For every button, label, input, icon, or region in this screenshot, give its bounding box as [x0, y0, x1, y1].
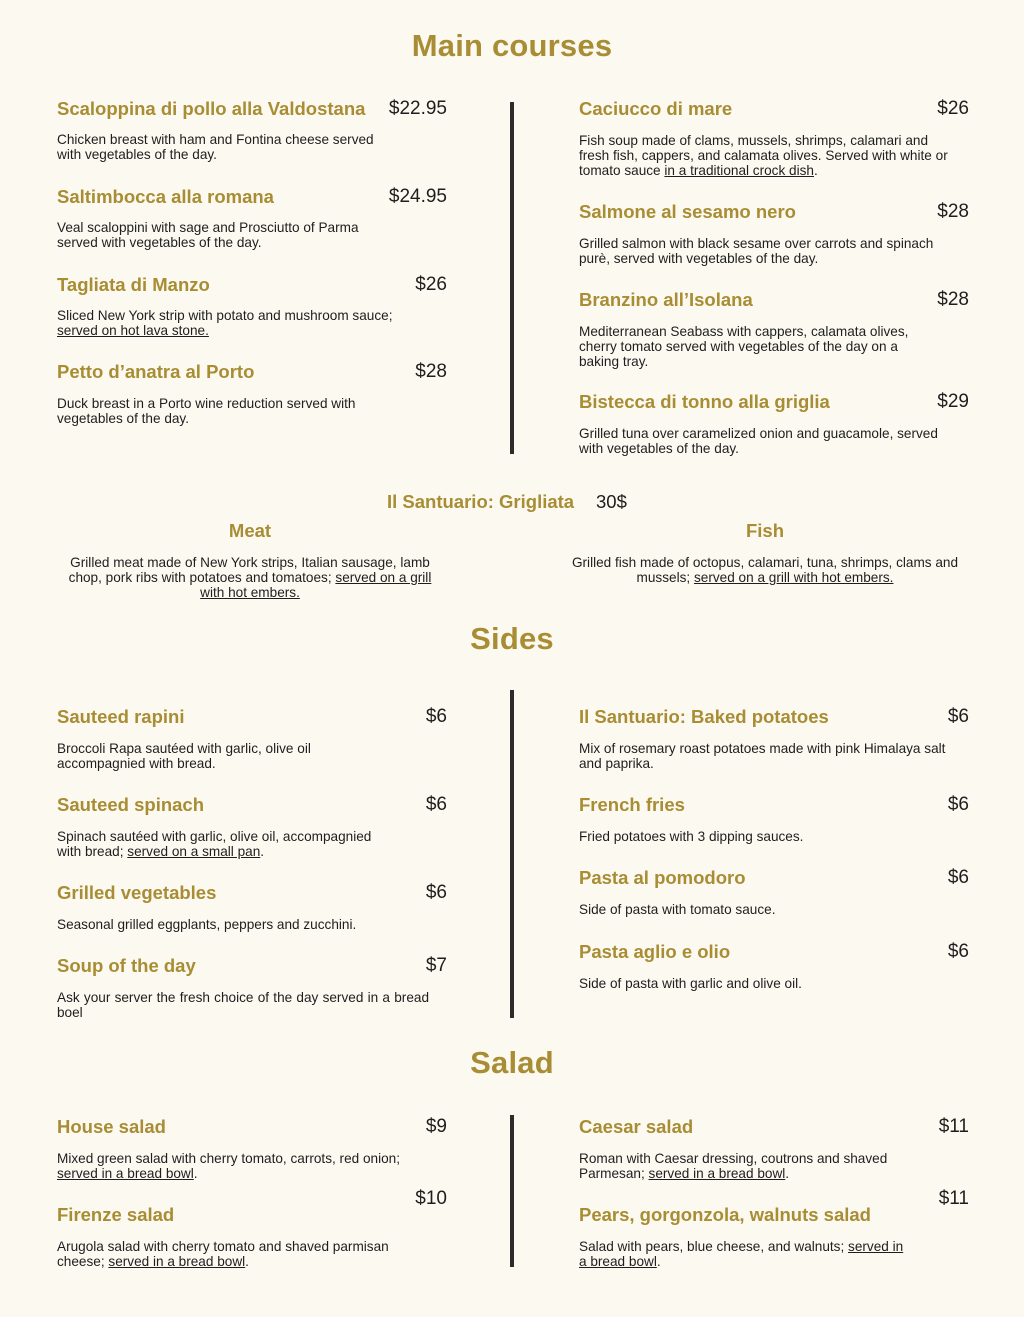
item-description: Mixed green salad with cherry tomato, carrots, red onion; served in a bread bowl.: [57, 1151, 401, 1181]
grigliata-name: Il Santuario: Grigliata: [387, 491, 575, 512]
item-description: Mix of rosemary roast potatoes made with pink Himalaya salt and paprika.: [579, 741, 946, 771]
item-name: Sauteed spinach: [57, 794, 205, 815]
grigliata-fish: [565, 520, 965, 585]
section-title-main-courses: Main courses: [411, 28, 613, 63]
grigliata-meat: [50, 520, 450, 600]
item-name: Il Santuario: Baked potatoes: [579, 706, 829, 727]
item-description: Ask your server the fresh choice of the day served in a bread boel: [57, 990, 429, 1020]
column-divider: [510, 1115, 514, 1267]
item-description: Salad with pears, blue cheese, and walnuts; served in a bread bowl.: [579, 1239, 904, 1269]
item-description: Arugola salad with cherry tomato and shaved parmisan cheese; served in a bread bowl.: [57, 1239, 389, 1269]
grigliata-header: [0, 491, 1024, 515]
item-name: Saltimbocca alla romana: [57, 186, 274, 207]
item-description: Sliced New York strip with potato and mushroom sauce; served on hot lava stone.: [57, 308, 393, 338]
grigliata-fish-title: Fish: [745, 520, 785, 541]
item-name: Salmone al sesamo nero: [579, 201, 796, 222]
item-description: Seasonal grilled eggplants, peppers and zucchini.: [57, 917, 357, 932]
item-name: House salad: [57, 1116, 166, 1137]
item-price: $24.95: [388, 186, 447, 207]
item-name: Pears, gorgonzola, walnuts salad: [579, 1204, 871, 1225]
item-description: Veal scaloppini with sage and Prosciutto of Parma served with vegetables of the day.: [57, 220, 359, 250]
item-price: $6: [425, 882, 447, 903]
item-name: Grilled vegetables: [57, 882, 217, 903]
item-name: Caciucco di mare: [579, 98, 733, 119]
item-price: $6: [425, 794, 447, 815]
item-description: Roman with Caesar dressing, coutrons and shaved Parmesan; served in a bread bowl.: [579, 1151, 888, 1181]
item-name: Caesar salad: [579, 1116, 694, 1137]
grigliata-price: 30$: [596, 491, 627, 512]
item-price: $9: [425, 1116, 447, 1137]
column-divider: [510, 102, 514, 454]
item-name: Scaloppina di pollo alla Valdostana: [57, 98, 366, 119]
item-price: $11: [938, 1188, 969, 1209]
item-price: $28: [415, 361, 447, 382]
item-description: Grilled salmon with black sesame over carrots and spinach purè, served with vegetables of the day.: [579, 236, 934, 266]
item-description: Broccoli Rapa sautéed with garlic, olive oil accompagnied with bread.: [57, 741, 311, 771]
item-price: $6: [947, 941, 969, 962]
item-description: Grilled tuna over caramelized onion and guacamole, served with vegetables of the day.: [579, 426, 938, 456]
item-price: $22.95: [388, 98, 447, 119]
item-name: Branzino all’Isolana: [579, 289, 753, 310]
item-price: $29: [937, 391, 969, 412]
item-name: Tagliata di Manzo: [57, 274, 210, 295]
item-price: $28: [937, 201, 969, 222]
item-description: Chicken breast with ham and Fontina cheese served with vegetables of the day.: [57, 132, 374, 162]
item-name: Firenze salad: [57, 1204, 175, 1225]
item-price: $7: [425, 955, 447, 976]
item-description: Mediterranean Seabass with cappers, calamata olives, cherry tomato served with vegetables of the day on a baking tray.: [579, 324, 909, 369]
item-name: Petto d’anatra al Porto: [57, 361, 255, 382]
item-name: Sauteed rapini: [57, 706, 185, 727]
item-description: Side of pasta with tomato sauce.: [579, 902, 776, 917]
section-title-salad: Salad: [470, 1045, 554, 1080]
item-description: Fish soup made of clams, mussels, shrimps, calamari and fresh fish, cappers, and calamata olives. Served with white or tomato sauce in a traditional crock dish.: [579, 133, 948, 178]
item-price: $26: [937, 98, 969, 119]
item-price: $6: [947, 794, 969, 815]
item-price: $11: [938, 1116, 969, 1137]
grigliata-fish-description: Grilled fish made of octopus, calamari, tuna, shrimps, clams and mussels; served on a grill with hot embers.: [571, 555, 959, 585]
item-name: Bistecca di tonno alla griglia: [579, 391, 830, 412]
item-price: $28: [937, 289, 969, 310]
item-description: Side of pasta with garlic and olive oil.: [579, 976, 802, 991]
item-price: $6: [947, 706, 969, 727]
item-name: Soup of the day: [57, 955, 196, 976]
item-price: $26: [415, 274, 447, 295]
item-description: Duck breast in a Porto wine reduction served with vegetables of the day.: [57, 396, 356, 426]
item-name: Pasta al pomodoro: [579, 867, 746, 888]
item-price: $6: [425, 706, 447, 727]
item-description: Fried potatoes with 3 dipping sauces.: [579, 829, 804, 844]
item-price: $6: [947, 867, 969, 888]
item-name: Pasta aglio e olio: [579, 941, 731, 962]
item-description: Spinach sautéed with garlic, olive oil, accompagnied with bread; served on a small pan.: [57, 829, 372, 859]
grigliata-meat-title: Meat: [228, 520, 272, 541]
item-price: $10: [415, 1188, 447, 1209]
grigliata-meat-description: Grilled meat made of New York strips, Italian sausage, lamb chop, pork ribs with potatoes and tomatoes; served on a grill with hot embers.: [68, 555, 432, 600]
section-title-sides: Sides: [470, 621, 554, 656]
item-name: French fries: [579, 794, 685, 815]
column-divider: [510, 690, 514, 1018]
